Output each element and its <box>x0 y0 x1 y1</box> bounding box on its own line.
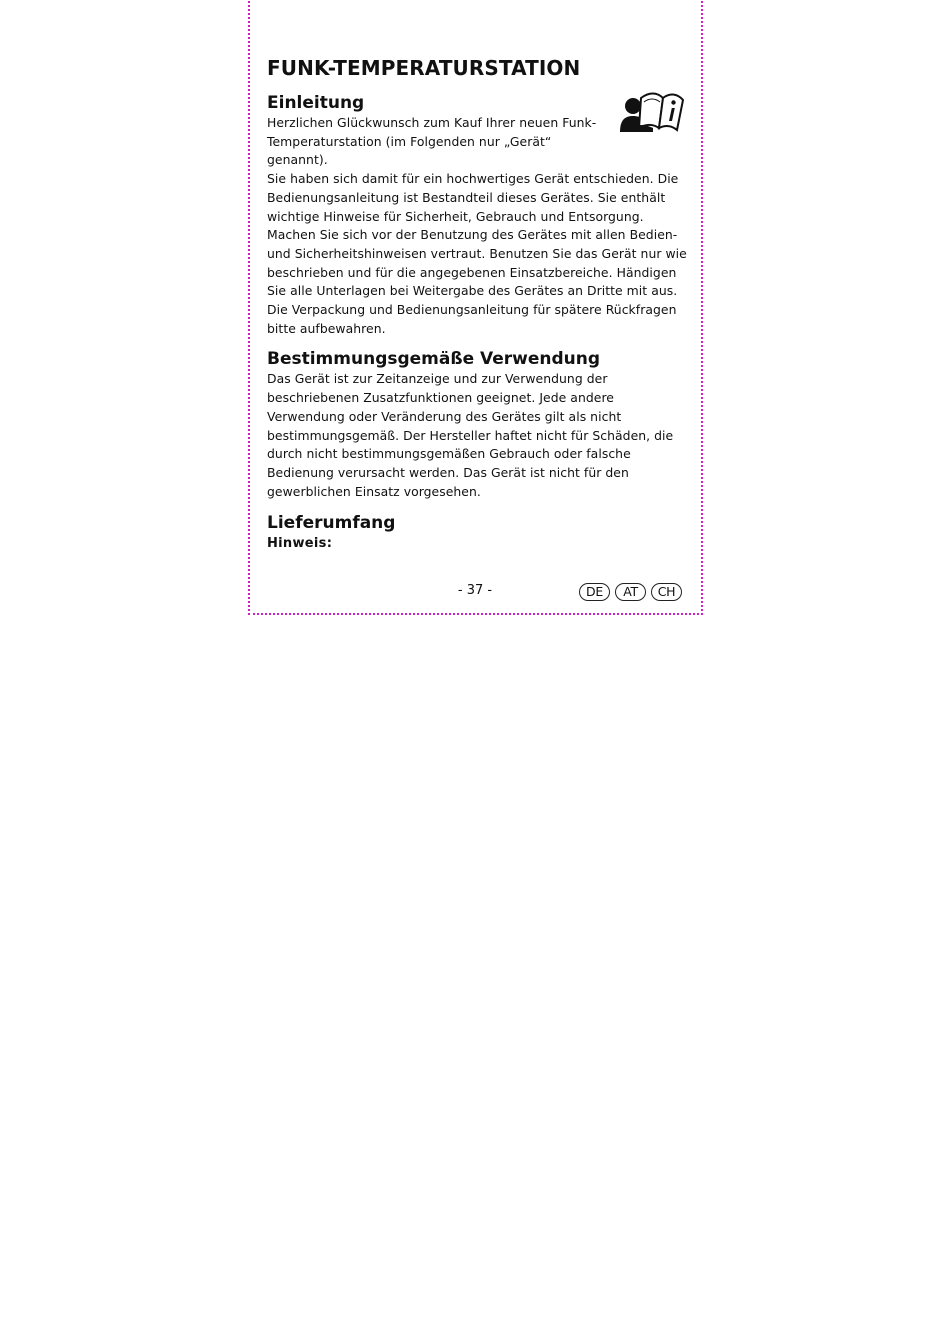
note-label: Hinweis: <box>267 536 333 552</box>
intro-paragraph <box>267 170 687 338</box>
page-number: - 37 - <box>457 583 493 598</box>
text-line: Die Verpackung und Bedienungsanleitung für spätere Rückfragen <box>267 302 677 318</box>
intro-paragraph-start <box>267 114 612 170</box>
text-line: wichtige Hinweise für Sicherheit, Gebrauch und Entsorgung. <box>267 208 644 224</box>
text-line: gewerblichen Einsatz vorgesehen. <box>267 483 481 499</box>
country-badge-de: DE <box>579 583 610 601</box>
heading-lieferumfang: Lieferumfang <box>267 513 396 534</box>
text-line: bitte aufbewahren. <box>267 320 386 336</box>
text-line: beschriebenen Zusatzfunktionen geeignet. Jede andere <box>267 390 614 406</box>
text-line: Sie haben sich damit für ein hochwertiges Gerät entschieden. Die <box>267 171 679 187</box>
text-line: Machen Sie sich vor der Benutzung des Gerätes mit allen Bedien- <box>267 227 678 243</box>
intended-use-paragraph <box>267 370 687 501</box>
text-line: Temperaturstation (im Folgenden nur „Gerät“ genannt). <box>267 133 552 168</box>
heading-einleitung: Einleitung <box>267 93 365 113</box>
page-title: FUNK-TEMPERATURSTATION <box>267 56 581 80</box>
country-badge-ch: CH <box>651 583 682 601</box>
text-line: Sie alle Unterlagen bei Weitergabe des Gerätes an Dritte mit aus. <box>267 283 678 299</box>
country-badges <box>579 583 682 601</box>
text-line: Bedienungsanleitung ist Bestandteil dieses Gerätes. Sie enthält <box>267 189 666 205</box>
text-line: Verwendung oder Veränderung des Gerätes gilt als nicht <box>267 408 622 424</box>
text-line: beschrieben und für die angegebenen Einsatzbereiche. Händigen <box>267 264 677 280</box>
text-line: bestimmungsgemäß. Der Hersteller haftet nicht für Schäden, die <box>267 427 674 443</box>
text-line: Bedienung verursacht werden. Das Gerät ist nicht für den <box>267 464 629 480</box>
heading-bestimmungsgemaesse-verwendung: Bestimmungsgemäße Verwendung <box>267 349 601 370</box>
text-line: und Sicherheitshinweisen vertraut. Benutzen Sie das Gerät nur wie <box>267 245 687 261</box>
country-badge-at: AT <box>615 583 646 601</box>
text-line: Herzlichen Glückwunsch zum Kauf Ihrer neuen Funk- <box>267 115 597 130</box>
text-line: Das Gerät ist zur Zeitanzeige und zur Verwendung der <box>267 371 608 387</box>
text-line: durch nicht bestimmungsgemäßen Gebrauch oder falsche <box>267 446 631 462</box>
document-content <box>267 54 687 553</box>
